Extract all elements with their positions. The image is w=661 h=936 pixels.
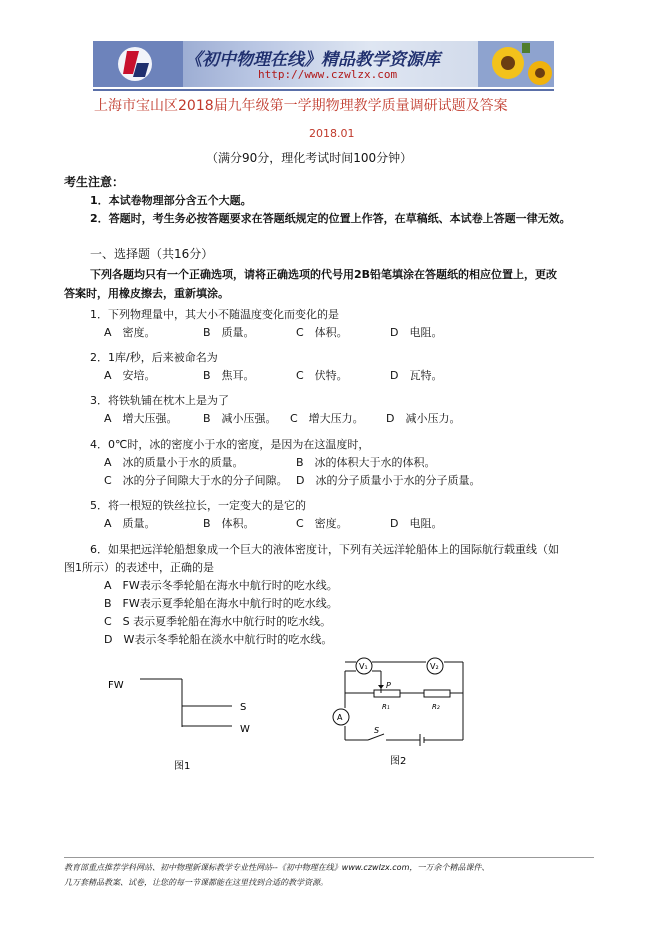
question-stem-continued: 图1所示）的表述中，正确的是 [64,561,214,574]
question-option: C S 表示夏季轮船在海水中航行时的吃水线。 [104,615,332,628]
footer-divider [64,857,594,858]
ammeter-label: A [337,713,343,722]
question-stem: 5．将一根短的铁丝拉长，一定变大的是它的 [90,499,306,512]
slider-label: P [386,681,391,690]
question-option: C 伏特。 [296,369,348,382]
question-option: C 增大压力。 [290,412,364,425]
figure-1-load-lines [100,670,270,780]
slider-arrow-icon [378,685,384,689]
question-stem: 6．如果把远洋轮船想象成一个巨大的液体密度计，下列有关远洋轮船体上的国际航行载重线（如 [90,543,559,556]
footer-line: 几万套精品教案、试卷，让您的每一节课都能在这里找到合适的教学资源。 [64,878,328,887]
question-option: A 质量。 [104,517,156,530]
page-title: 上海市宝山区2018届九年级第一学期物理教学质量调研试题及答案 [94,98,508,114]
sunflower-image [478,41,554,87]
question-option: B 减小压强。 [203,412,277,425]
site-banner [93,41,554,87]
notice-item: 1．本试卷物理部分含五个大题。 [90,194,252,207]
question-option: A 密度。 [104,326,156,339]
label-fw: FW [108,680,124,691]
question-option: A 安培。 [104,369,156,382]
question-option: D 减小压力。 [386,412,461,425]
label-w: W [240,724,250,735]
question-option: C 体积。 [296,326,348,339]
banner-divider [93,89,554,91]
question-option: B 冰的体积大于水的体积。 [296,456,436,469]
section-instruction: 下列各题均只有一个正确选项，请将正确选项的代号用2B铅笔填涂在答题纸的相应位置上，更改 [90,268,558,281]
question-stem: 1．下列物理量中，其大小不随温度变化而变化的是 [90,308,339,321]
section-heading: 一、选择题（共16分） [90,247,214,261]
question-option: B FW表示夏季轮船在海水中航行时的吃水线。 [104,597,338,610]
figure-2-circuit [328,652,478,772]
question-stem: 3．将铁轨铺在枕木上是为了 [90,394,229,407]
switch-label: S [374,726,380,735]
voltmeter-v1-label: V₁ [359,662,368,671]
question-option: C 冰的分子间隙大于水的分子间隙。 [104,474,288,487]
question-option: D 瓦特。 [390,369,443,382]
question-option: A 冰的质量小于水的质量。 [104,456,244,469]
question-option: B 焦耳。 [203,369,255,382]
question-option: A FW表示冬季轮船在海水中航行时的吃水线。 [104,579,338,592]
figure-1-caption: 图1 [174,761,191,772]
exam-date: 2018.01 [309,127,355,140]
label-s: S [240,702,247,713]
question-option: D 电阻。 [390,326,443,339]
resistor-r2-label: R₂ [432,703,440,711]
footer-line: 教育部重点推荐学科网站、初中物理新课标教学专业性网站--《初中物理在线》www.czwlzx.com，一万余个精品课件、 [64,863,490,872]
question-option: D 冰的分子质量小于水的分子质量。 [296,474,481,487]
question-stem: 4．0℃时，冰的密度小于水的密度，是因为在这温度时， [90,438,370,451]
section-instruction: 答案时，用橡皮擦去，重新填涂。 [64,287,229,300]
voltmeter-v2-label: V₂ [430,662,439,671]
question-stem: 2．1库/秒，后来被命名为 [90,351,218,364]
question-option: A 增大压强。 [104,412,178,425]
question-option: B 质量。 [203,326,255,339]
score-info: （满分90分，理化考试时间100分钟） [206,151,413,165]
question-option: D W表示冬季轮船在淡水中航行时的吃水线。 [104,633,333,646]
question-option: D 电阻。 [390,517,443,530]
question-option: B 体积。 [203,517,255,530]
banner-url[interactable]: http://www.czwlzx.com [258,68,398,81]
banner-title: 《初中物理在线》精品教学资源库 [185,50,440,70]
question-option: C 密度。 [296,517,348,530]
notice-item: 2．答题时，考生务必按答题要求在答题纸规定的位置上作答，在草稿纸、本试卷上答题一律无效。 [90,212,571,225]
site-logo [93,41,183,87]
resistor-r1-label: R₁ [382,703,390,711]
notice-heading: 考生注意： [64,175,125,189]
figure-2-caption: 图2 [390,756,407,767]
